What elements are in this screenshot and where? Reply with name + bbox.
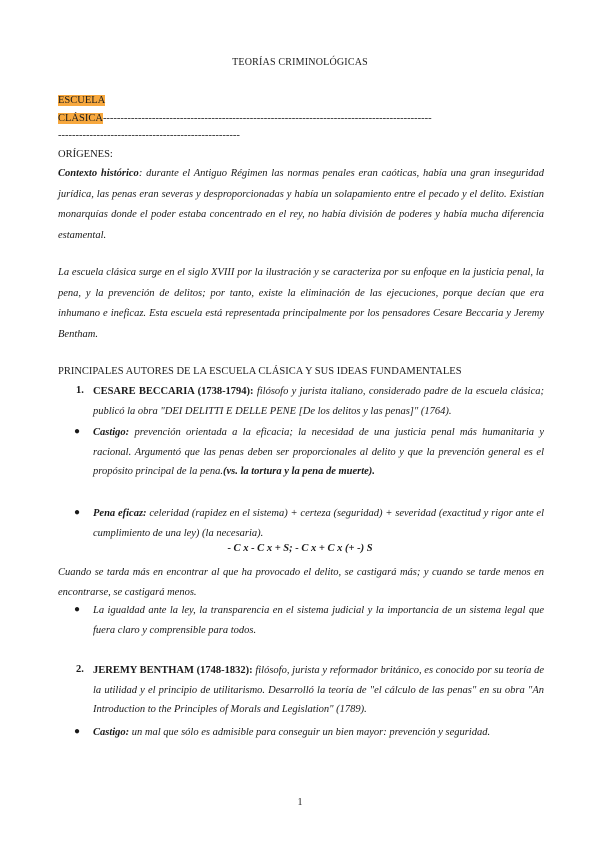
author1-castigo-bold: (vs. la tortura y la pena de muerte).: [222, 466, 375, 477]
context-text: : durante el Antiguo Régimen las normas penales eran caóticas, había una gran inseguridad jurídica, las penas eran severas y desproporcionadas y había un solapamiento entre el pecado y el delito. Existían monarquías donde el poder estaba concentrado en el rey, no había división de poderes y había mucha diferencia estamental.: [58, 168, 544, 241]
author1-desc: filósofo y jurista italiano, considerado padre de la escuela clásica; publicó la obra "DEI DELITTI E DELLE PENE [De los delitos y las penas]" (1764).: [93, 386, 544, 417]
bullet-icon: ●: [74, 507, 81, 518]
bullet-icon: ●: [74, 726, 81, 737]
authors-heading: PRINCIPALES AUTORES DE LA ESCUELA CLÁSICA Y SUS IDEAS FUNDAMENTALES: [58, 366, 462, 377]
author1-entry: [93, 382, 544, 421]
author2-desc: filósofo, jurista y reformador británico, es conocido por su teoría de la utilidad y el principio de utilitarismo. Desarrolló la teoría de "el cálculo de las penas" en su obra "An Introduction to the Principles of Morals and Legislation" (1789).: [93, 665, 545, 715]
author1-pena-label: Pena eficaz:: [93, 508, 147, 519]
author1-pena-eficaz: [93, 504, 544, 543]
formula: - C x - C x + S; - C x + C x (+ -) S: [227, 543, 373, 554]
section-label-line-1: [58, 95, 105, 106]
author2-castigo: [93, 723, 544, 743]
author1-pena-text: celeridad (rapidez en el sistema) + certeza (seguridad) + severidad (exactitud y rigor ante el cumplimiento de una ley) (la necesaria).: [93, 508, 544, 539]
author1-castigo-label: Castigo:: [93, 427, 130, 438]
author1-castigo-text: prevención orientada a la eficacia; la necesidad de una justicia penal más humanitaria y racional. Argumentó que las penas deben ser proporcionales al delito y que la prevención general es el propósito principal de la pena.: [93, 427, 544, 477]
author1-number: 1.: [76, 385, 84, 396]
author1-castigo: [93, 423, 544, 482]
bullet-icon: ●: [74, 426, 81, 437]
origins-heading: ORÍGENES:: [58, 149, 113, 160]
context-paragraph: [58, 164, 544, 246]
bullet-icon: ●: [74, 604, 81, 615]
author2-name: JEREMY BENTHAM (1748-1832):: [93, 665, 253, 676]
context-label: Contexto histórico: [58, 168, 139, 179]
dash-rule-1: ----------------------------------------------------------------------------------------------: [102, 113, 432, 124]
author2-castigo-text: un mal que sólo es admisible para conseguir un bien mayor: prevención y seguridad.: [129, 727, 491, 738]
author1-name: CESARE BECCARIA (1738-1794):: [93, 386, 254, 397]
author2-number: 2.: [76, 664, 84, 675]
document-title: TEORÍAS CRIMINOLÓGICAS: [232, 57, 368, 68]
dash-rule-2: ----------------------------------------------------: [58, 130, 240, 141]
author1-note: Cuando se tarda más en encontrar al que ha provocado el delito, se castigará más; y cuando se tarde menos en encontrarse, se castigará menos.: [58, 567, 544, 598]
author2-entry: [93, 661, 544, 720]
highlighted-escuela: ESCUELA: [58, 95, 106, 106]
author2-castigo-label: Castigo:: [93, 727, 130, 738]
intro-paragraph: La escuela clásica surge en el siglo XVIII por la ilustración y se caracteriza por su enfoque en la justicia penal, la pena, y la prevención de delitos; por tanto, existe la eliminación de las ejecuciones, porque decían que era inhumano e ineficaz. Esta escuela está representada principalmente por los pensadores Cesare Beccaria y Jeremy Bentham.: [58, 267, 544, 340]
page-number: 1: [297, 797, 303, 808]
highlighted-clasica: CLÁSICA: [58, 113, 103, 124]
section-label-line-2: [58, 113, 432, 124]
author1-equality: La igualdad ante la ley, la transparencia en el sistema judicial y la importancia de un sistema legal que fuera claro y comprensible para todos.: [93, 605, 544, 636]
